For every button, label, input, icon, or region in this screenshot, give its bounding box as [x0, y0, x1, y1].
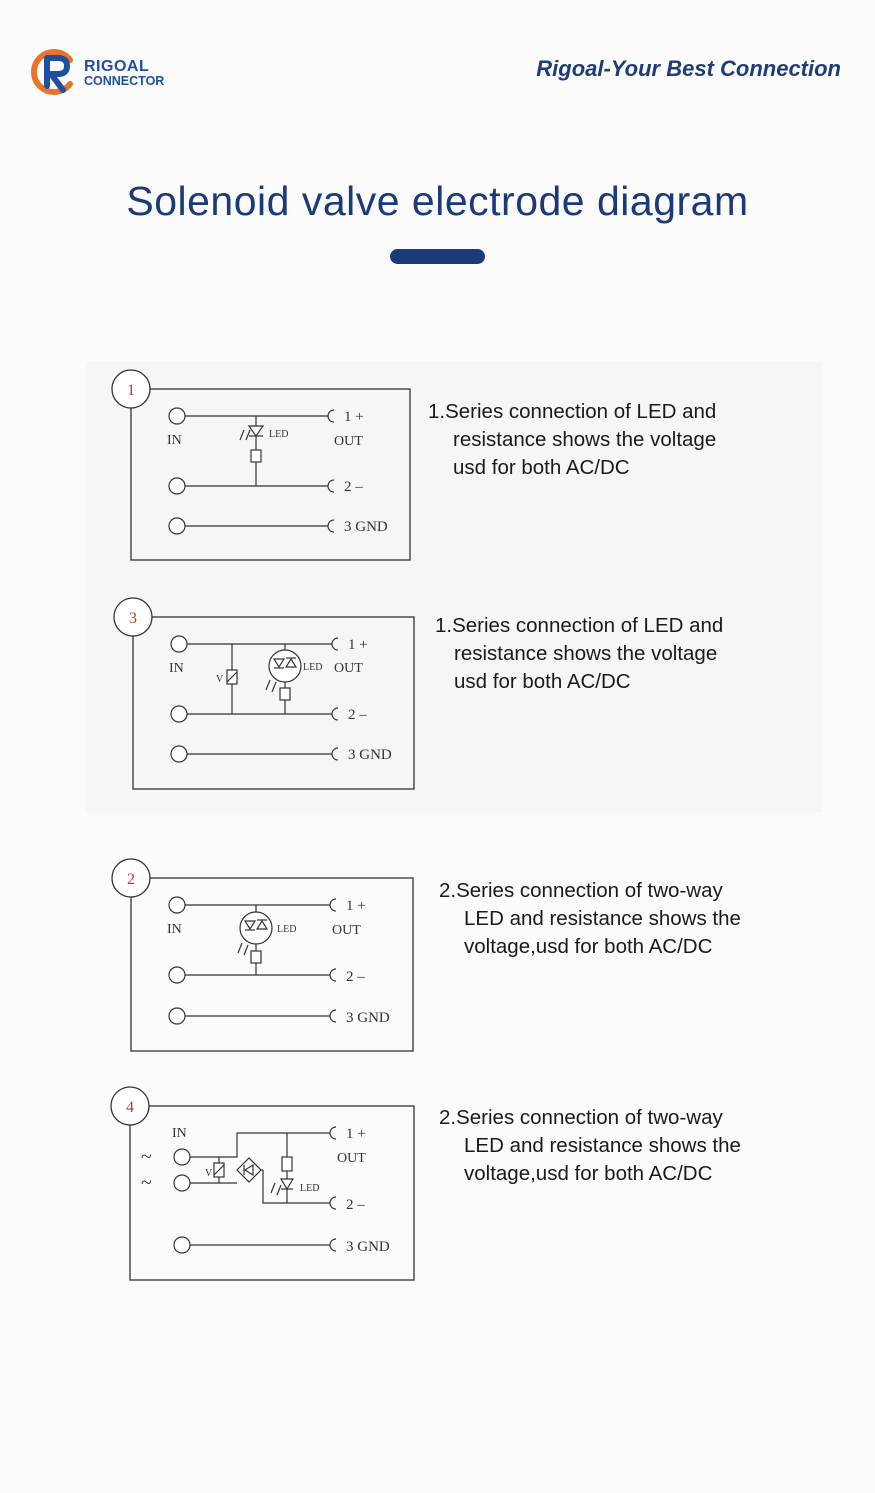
- out-label: OUT: [334, 661, 363, 676]
- title-underline: [390, 249, 485, 264]
- pin-1-label: 1 +: [344, 409, 364, 425]
- out-label: OUT: [337, 1151, 366, 1166]
- led-label: LED: [277, 924, 297, 935]
- in-label: IN: [167, 922, 182, 937]
- badge-number: 4: [126, 1099, 134, 1116]
- description-line: resistance shows the voltage: [454, 642, 718, 665]
- description-3: [435, 612, 723, 696]
- led-label: LED: [269, 429, 289, 440]
- badge-number: 3: [129, 610, 137, 627]
- ac-symbol-2: ~: [141, 1172, 152, 1194]
- pin-3-label: 3 GND: [346, 1010, 390, 1026]
- description-4: [439, 1104, 741, 1188]
- circuit-diagram-3: [110, 596, 420, 796]
- pin-3-label: 3 GND: [346, 1239, 390, 1255]
- ac-symbol-1: ~: [141, 1146, 152, 1168]
- description-line: voltage,usd for both AC/DC: [464, 1162, 713, 1185]
- description-2: [439, 877, 741, 961]
- led-label: LED: [303, 662, 323, 673]
- in-label: IN: [167, 433, 182, 448]
- description-line: voltage,usd for both AC/DC: [464, 935, 713, 958]
- tagline: Rigoal-Your Best Connection: [536, 56, 841, 81]
- pin-2-label: 2 –: [348, 707, 367, 723]
- pin-2-label: 2 –: [346, 969, 365, 985]
- pin-1-label: 1 +: [346, 898, 366, 914]
- brand-logo: [30, 46, 190, 98]
- description-1: [428, 398, 716, 482]
- description-line: LED and resistance shows the: [464, 907, 741, 930]
- description-line: usd for both AC/DC: [454, 670, 631, 693]
- description-line: 1.Series connection of LED and: [428, 400, 717, 423]
- circuit-diagram-1: [108, 368, 418, 568]
- in-label: IN: [172, 1126, 187, 1141]
- brand-name: RIGOAL: [84, 58, 150, 75]
- page-title: Solenoid valve electrode diagram: [126, 178, 749, 224]
- description-line: usd for both AC/DC: [453, 456, 630, 479]
- description-line: resistance shows the voltage: [453, 428, 717, 451]
- circuit-diagram-4: [107, 1085, 417, 1285]
- v-label: V: [205, 1168, 213, 1179]
- pin-2-label: 2 –: [346, 1197, 365, 1213]
- pin-2-label: 2 –: [344, 479, 363, 495]
- badge-number: 1: [127, 382, 135, 399]
- description-line: LED and resistance shows the: [464, 1134, 741, 1157]
- pin-3-label: 3 GND: [344, 519, 388, 535]
- out-label: OUT: [334, 434, 363, 449]
- out-label: OUT: [332, 923, 361, 938]
- led-label: LED: [300, 1183, 320, 1194]
- pin-3-label: 3 GND: [348, 747, 392, 763]
- rigoal-r-logo-icon: [30, 46, 80, 98]
- brand-subname: CONNECTOR: [84, 74, 165, 88]
- description-line: 2.Series connection of two-way: [439, 879, 723, 902]
- pin-1-label: 1 +: [348, 637, 368, 653]
- in-label: IN: [169, 661, 184, 676]
- description-line: 1.Series connection of LED and: [435, 614, 724, 637]
- pin-1-label: 1 +: [346, 1126, 366, 1142]
- description-line: 2.Series connection of two-way: [439, 1106, 723, 1129]
- v-label: V: [216, 674, 224, 685]
- circuit-diagram-2: [108, 857, 418, 1057]
- badge-number: 2: [127, 871, 135, 888]
